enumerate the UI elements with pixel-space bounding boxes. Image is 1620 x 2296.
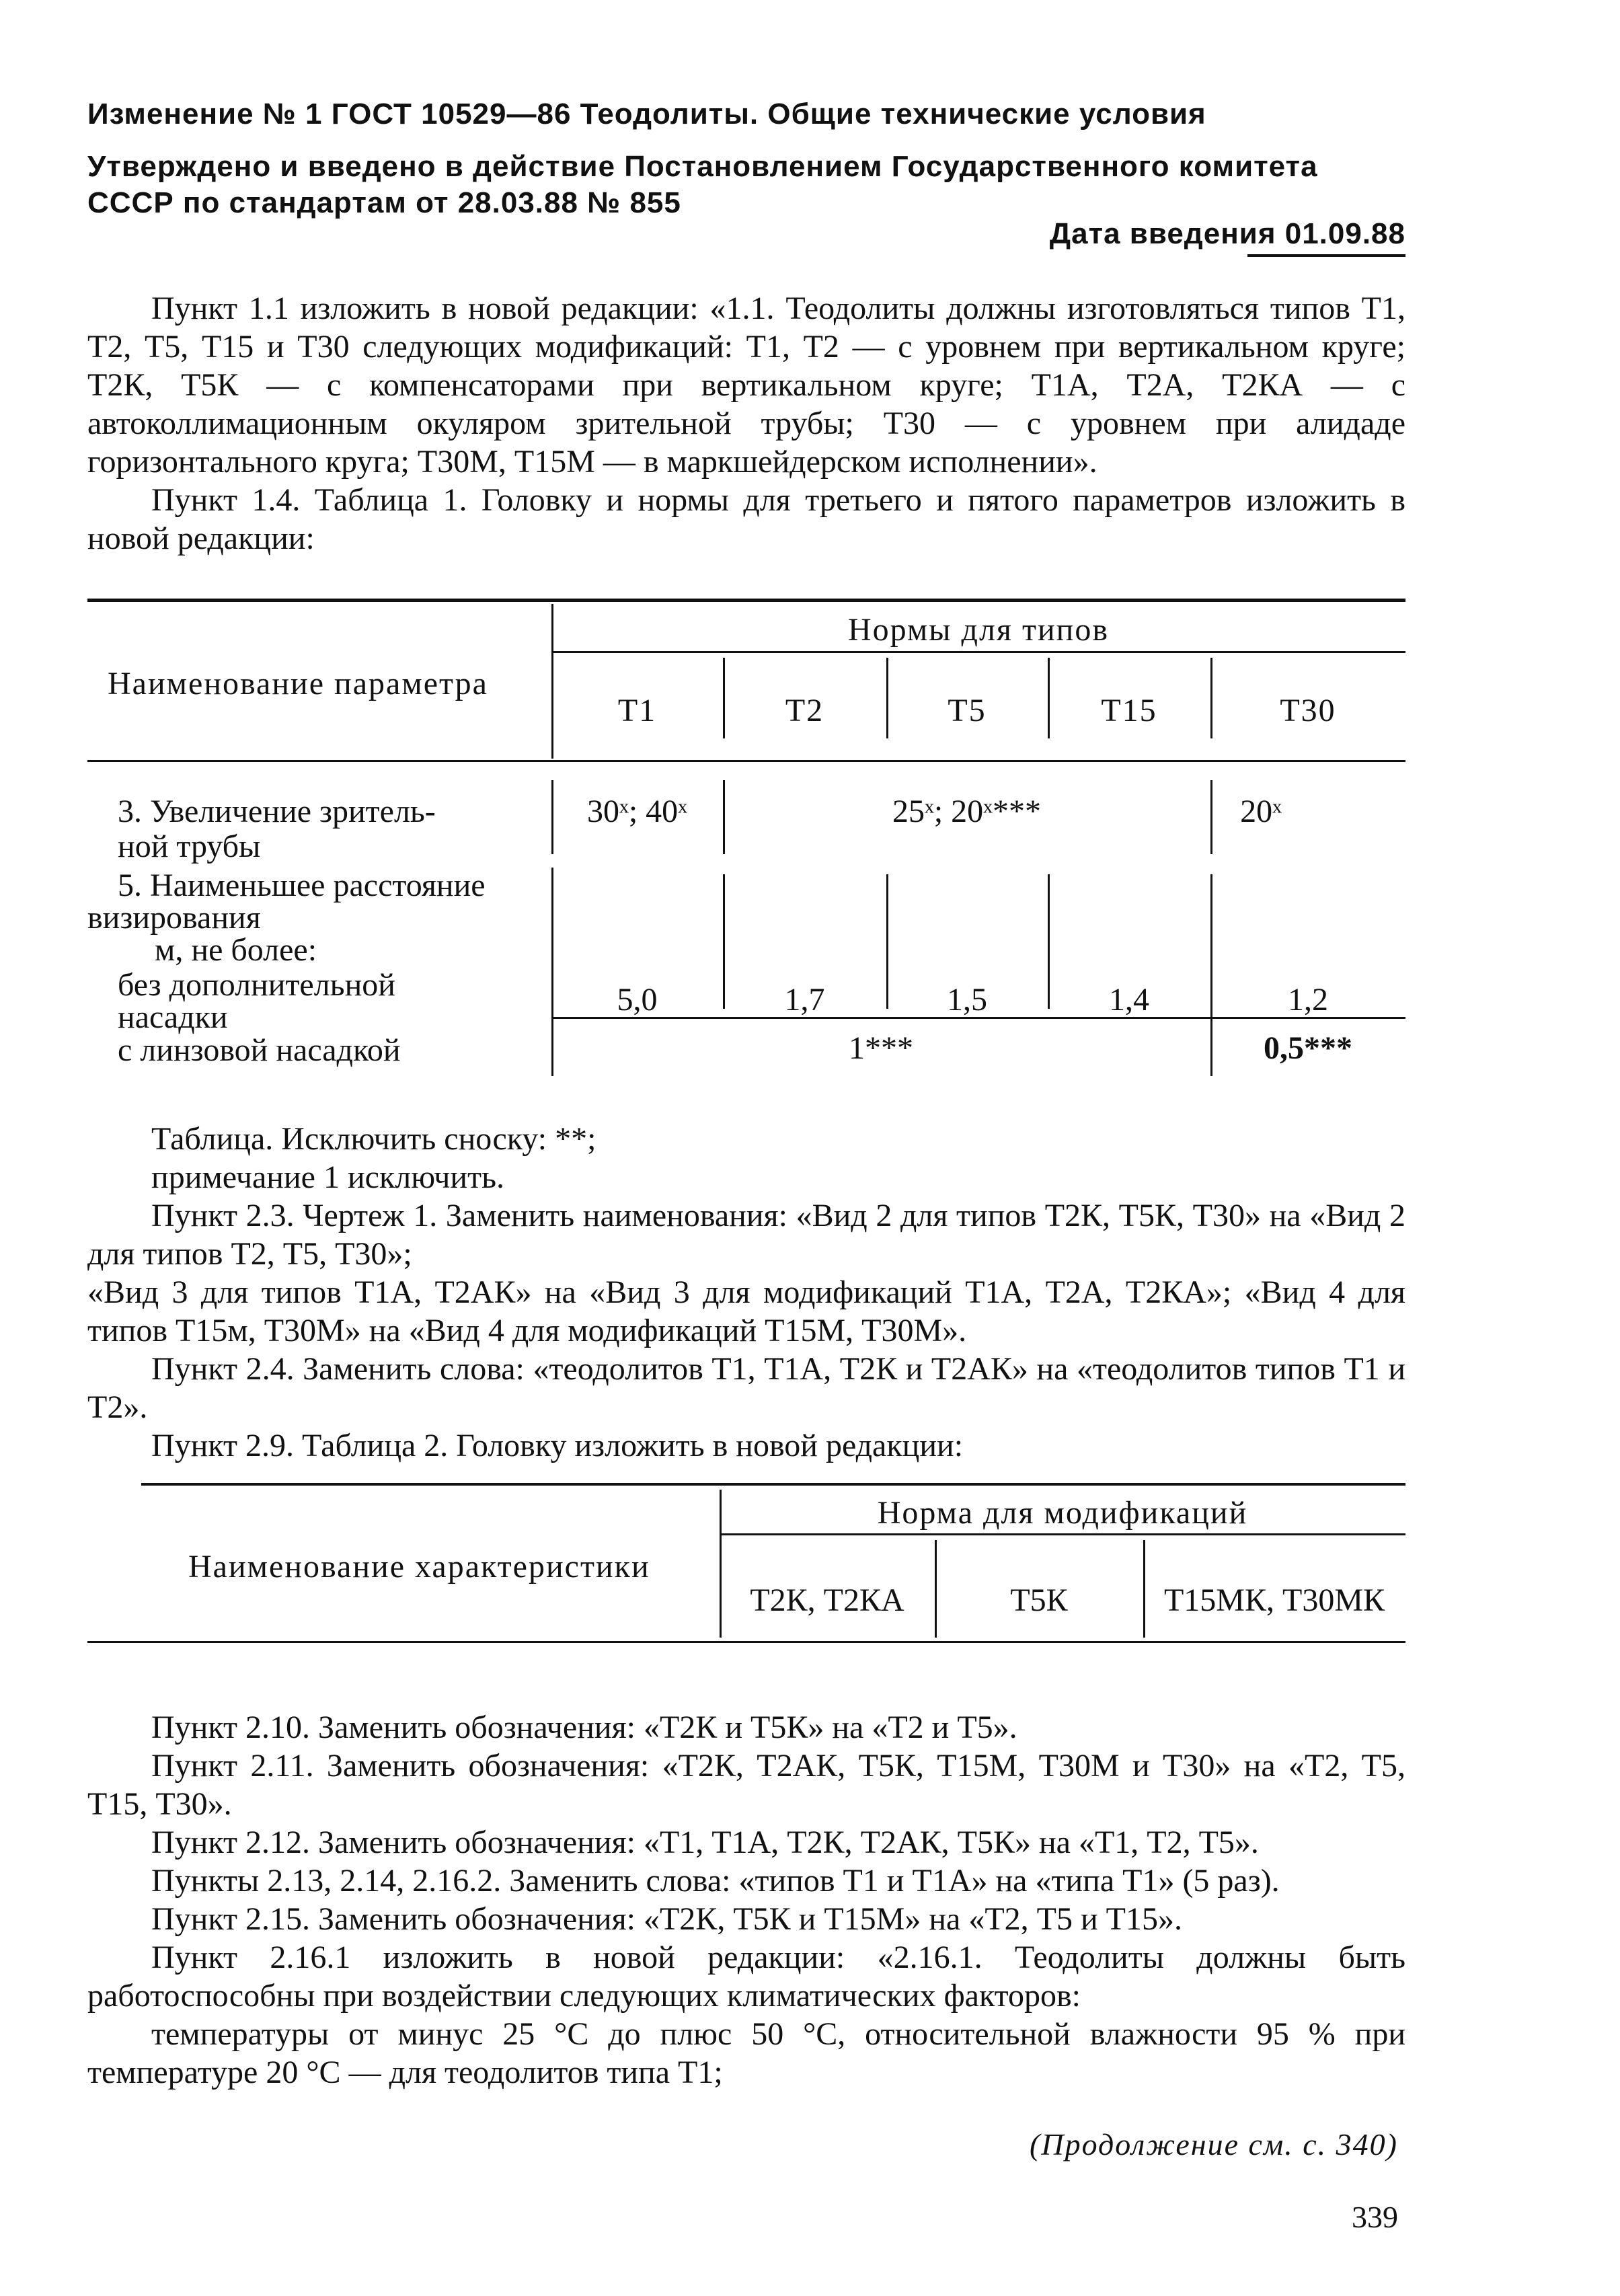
paragraph: температуры от минус 25 °С до плюс 50 °С, относительной влажности 95 % при температуре 20 °С — для теодолитов типа Т1; [87,2016,1405,2090]
row3-t2-t15: 25ˣ; 20ˣ*** [892,794,1042,829]
paragraph: Пункт 2.15. Заменить обозначения: «Т2К, Т5К и Т15М» на «Т2, Т5 и Т15». [151,1901,1182,1937]
row5-t1: 5,0 [617,982,658,1018]
paragraph: Пункт 2.3. Чертеж 1. Заменить наименования: «Вид 2 для типов Т2К, Т5К, Т30» на «Вид 2 для типов Т2, Т5, Т30»; [87,1198,1405,1272]
paragraph: Пункт 2.9. Таблица 2. Головку изложить в новой редакции: [151,1428,964,1463]
char-header: Наименование характеристики [188,1549,650,1584]
approval-line: Утверждено и введено в действие Постановлением Государственного комитета [87,150,1318,183]
row5-sub1-b: насадки [118,999,228,1035]
paragraph: Пункт 2.16.1 изложить в новой редакции: «2.16.1. Теодолиты должны быть работоспособны при воздействии следующих климатических факторов: [87,1940,1405,2014]
table-1 [87,592,1405,1076]
norms-header: Нормы для типов [847,612,1110,648]
paragraph: Таблица. Исключить сноску: **; [151,1121,596,1157]
text-block-bottom [87,1708,1405,2092]
paragraph: Пункт 1.1 изложить в новой редакции: «1.1. Теодолиты должны изготовляться типов Т1, Т2, Т5, Т15 и Т30 следующих модификаций: Т1, Т2 — с уровнем при вертикальном круге; Т2К, Т5К — с компенсаторами при вертикальном круге; Т1А, Т2А, Т2КА — с автоколлимационным окуляром зрительной трубы; Т30 — с уровнем при алидаде горизонтального круга; Т30М, Т15М — в маркшейдерском исполнении». [87,291,1405,480]
paragraph: Пункт 2.10. Заменить обозначения: «Т2К и Т5К» на «Т2 и Т5». [151,1710,1017,1745]
text-block-top [87,289,1405,558]
mod-t15mk: Т15МК, Т30МК [1163,1582,1385,1618]
row5-sub1-a: без дополнительной [118,967,395,1003]
type-t30: Т30 [1280,693,1336,728]
type-t5: Т5 [948,693,987,728]
paragraph: примечание 1 исключить. [151,1159,504,1195]
row5-label-c: м, не более: [155,932,317,968]
approval-line-2: СССР по стандартам от 28.03.88 № 855 [87,186,681,219]
row5-lens-t1-t15: 1*** [849,1030,913,1066]
table-2 [87,1476,1405,1658]
row5-t2: 1,7 [784,982,825,1018]
continuation-note: (Продолжение см. с. 340) [1030,2127,1398,2161]
row3-label-a: 3. Увеличение зритель- [118,794,436,829]
row5-label-a: 5. Наименьшее расстояние [118,868,486,903]
type-t2: Т2 [785,693,824,728]
paragraph: Пункт 1.4. Таблица 1. Головку и нормы для третьего и пятого параметров изложить в новой редакции: [87,482,1405,556]
mod-t5k: Т5К [1010,1582,1068,1618]
effective-date: Дата введения 01.09.88 [1049,217,1405,250]
mod-t2k: Т2К, Т2КА [750,1582,904,1618]
text-block-mid [87,1120,1405,1465]
row5-t15: 1,4 [1109,982,1149,1018]
param-header: Наименование параметра [108,666,488,701]
row5-t5: 1,5 [947,982,987,1018]
row3-t30: 20ˣ [1240,794,1282,829]
row5-sub2: с линзовой насадкой [118,1032,401,1068]
type-t15: Т15 [1101,693,1157,728]
paragraph: Пункт 2.12. Заменить обозначения: «Т1, Т1А, Т2К, Т2АК, Т5К» на «Т1, Т2, Т5». [151,1825,1259,1860]
page-number: 339 [1352,2200,1398,2234]
date-underline [1247,254,1405,257]
paragraph: Пункт 2.11. Заменить обозначения: «Т2К, Т2АК, Т5К, Т15М, Т30М и Т30» на «Т2, Т5, Т15, Т30». [87,1748,1405,1822]
paragraph: «Вид 3 для типов Т1А, Т2АК» на «Вид 3 для модификаций Т1А, Т2А, Т2КА»; «Вид 4 для типов Т15м, Т30М» на «Вид 4 для модификаций Т15М, Т30М». [87,1274,1405,1348]
paragraph: Пункт 2.4. Заменить слова: «теодолитов Т1, Т1А, Т2К и Т2АК» на «теодолитов типов Т1 и Т2». [87,1351,1405,1425]
row3-label-b: ной трубы [118,829,261,864]
row5-lens-t30: 0,5*** [1264,1030,1352,1066]
row5-t30: 1,2 [1288,982,1328,1018]
norm-header: Норма для модификаций [877,1495,1248,1531]
row3-t1: 30ˣ; 40ˣ [586,794,688,829]
amendment-title: Изменение № 1 ГОСТ 10529—86 Теодолиты. Общие технические условия [87,98,1206,130]
row5-label-b: визирования [87,900,261,935]
type-t1: Т1 [617,693,657,728]
paragraph: Пункты 2.13, 2.14, 2.16.2. Заменить слова: «типов Т1 и Т1А» на «типа Т1» (5 раз). [151,1863,1280,1899]
